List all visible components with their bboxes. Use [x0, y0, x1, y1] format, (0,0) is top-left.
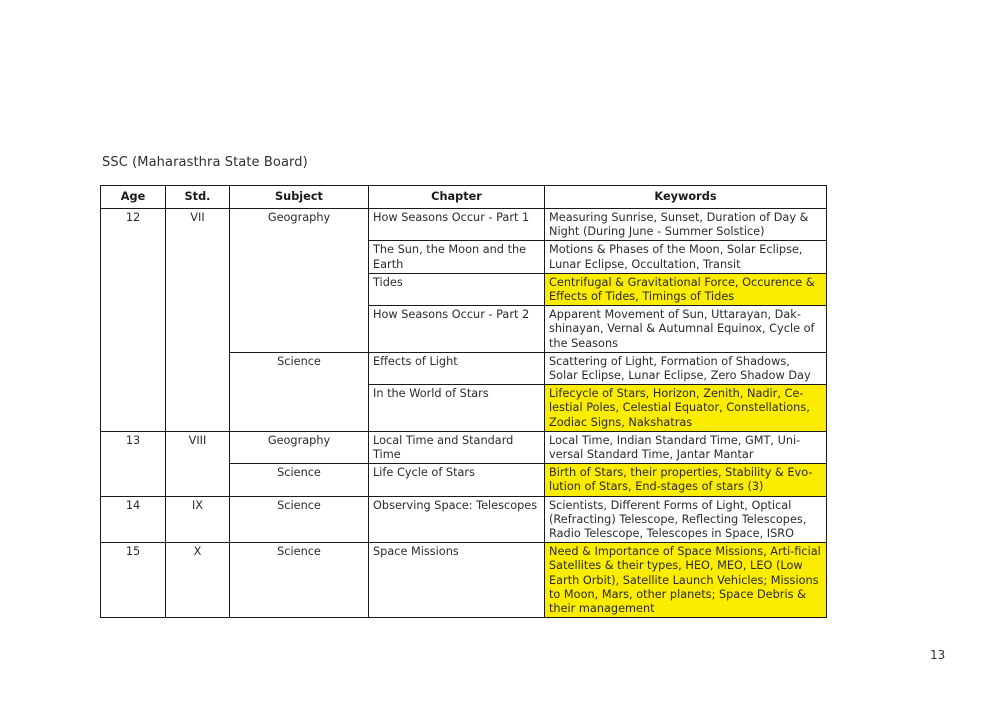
- table-row: [101, 431, 827, 463]
- header-chapter: Chapter: [369, 186, 545, 209]
- keywords-cell: Motions & Phases of the Moon, Solar Eclipse, Lunar Eclipse, Occultation, Transit: [545, 241, 827, 273]
- keywords-cell-highlighted: Lifecycle of Stars, Horizon, Zenith, Nadir, Ce-lestial Poles, Celestial Equator, Constellations, Zodiac Signs, Nakshatras: [545, 385, 827, 432]
- keywords-cell: Scientists, Different Forms of Light, Optical (Refracting) Telescope, Reflecting Telescopes, Radio Telescope, Telescopes in Space, ISRO: [545, 496, 827, 543]
- page-number: 13: [930, 648, 946, 662]
- chapter-cell: Tides: [369, 273, 545, 305]
- chapter-cell: Life Cycle of Stars: [369, 464, 545, 496]
- keywords-cell-highlighted: Birth of Stars, their properties, Stability & Evo-lution of Stars, End-stages of stars (3): [545, 464, 827, 496]
- keywords-cell: Measuring Sunrise, Sunset, Duration of Day & Night (During June - Summer Solstice): [545, 209, 827, 241]
- header-keywords: Keywords: [545, 186, 827, 209]
- keywords-cell-highlighted: Centrifugal & Gravitational Force, Occurence & Effects of Tides, Timings of Tides: [545, 273, 827, 305]
- header-std: Std.: [166, 186, 230, 209]
- chapter-cell: Effects of Light: [369, 352, 545, 384]
- subject-cell: Geography: [230, 209, 369, 353]
- subject-cell: Science: [230, 496, 369, 543]
- section-title: SSC (Maharasthra State Board): [102, 155, 308, 170]
- subject-cell: Science: [230, 352, 369, 431]
- age-cell: 14: [101, 496, 166, 543]
- header-age: Age: [101, 186, 166, 209]
- chapter-cell: Space Missions: [369, 543, 545, 618]
- syllabus-table: [100, 185, 827, 618]
- chapter-cell: In the World of Stars: [369, 385, 545, 432]
- age-cell: 15: [101, 543, 166, 618]
- table-header-row: [101, 186, 827, 209]
- chapter-cell: How Seasons Occur - Part 1: [369, 209, 545, 241]
- table-row: [101, 496, 827, 543]
- std-cell: VIII: [166, 431, 230, 496]
- keywords-cell: Scattering of Light, Formation of Shadows, Solar Eclipse, Lunar Eclipse, Zero Shadow Day: [545, 352, 827, 384]
- keywords-cell: Local Time, Indian Standard Time, GMT, Uni-versal Standard Time, Jantar Mantar: [545, 431, 827, 463]
- age-cell: 12: [101, 209, 166, 432]
- chapter-cell: The Sun, the Moon and the Earth: [369, 241, 545, 273]
- keywords-cell: Apparent Movement of Sun, Uttarayan, Dak-shinayan, Vernal & Autumnal Equinox, Cycle of the Seasons: [545, 306, 827, 353]
- chapter-cell: Local Time and Standard Time: [369, 431, 545, 463]
- header-subject: Subject: [230, 186, 369, 209]
- keywords-cell-highlighted: Need & Importance of Space Missions, Arti-ficial Satellites & their types, HEO, MEO, LEO (Low Earth Orbit), Satellite Launch Vehicles; Missions to Moon, Mars, other planets; Space Debris & their management: [545, 543, 827, 618]
- chapter-cell: How Seasons Occur - Part 2: [369, 306, 545, 353]
- subject-cell: Geography: [230, 431, 369, 463]
- table-row: [101, 543, 827, 618]
- std-cell: IX: [166, 496, 230, 543]
- subject-cell: Science: [230, 464, 369, 496]
- std-cell: VII: [166, 209, 230, 432]
- table-row: [101, 209, 827, 241]
- std-cell: X: [166, 543, 230, 618]
- subject-cell: Science: [230, 543, 369, 618]
- age-cell: 13: [101, 431, 166, 496]
- chapter-cell: Observing Space: Telescopes: [369, 496, 545, 543]
